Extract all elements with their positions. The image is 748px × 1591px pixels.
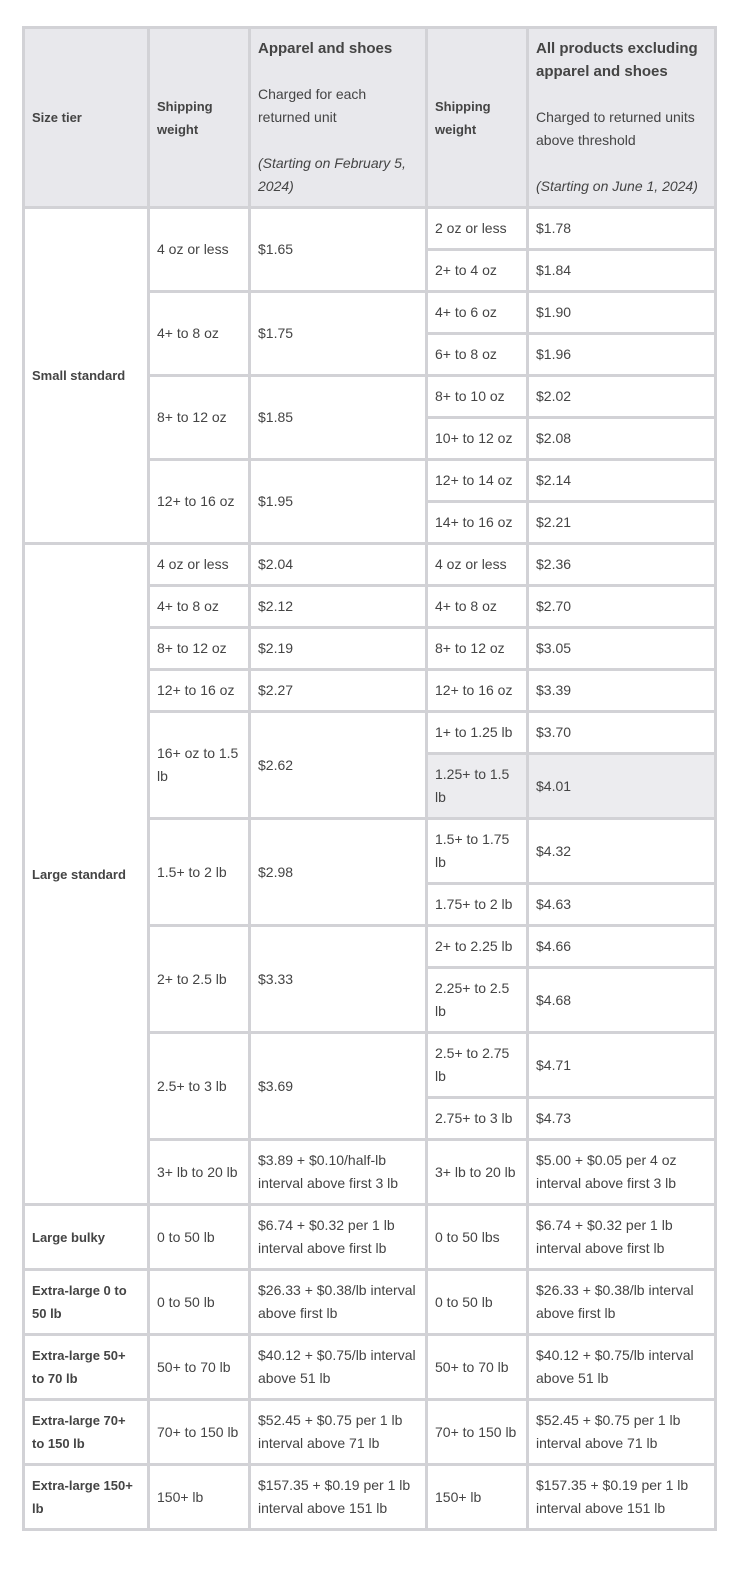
apparel-weight-cell: 0 to 50 lb	[149, 1205, 250, 1270]
other-fee-cell: $3.05	[528, 628, 716, 670]
apparel-fee-cell: $3.69	[250, 1033, 427, 1140]
other-fee-cell: $2.36	[528, 544, 716, 586]
table-row	[24, 1465, 716, 1530]
apparel-fee-cell: $1.85	[250, 376, 427, 460]
size-tier-cell: Extra-large 50+ to 70 lb	[24, 1335, 149, 1400]
other-weight-cell: 10+ to 12 oz	[427, 418, 528, 460]
header-shipping-weight-other: Shipping weight	[427, 28, 528, 208]
other-fee-cell: $157.35 + $0.19 per 1 lb interval above 151 lb	[528, 1465, 716, 1530]
other-date: (Starting on June 1, 2024)	[536, 178, 698, 194]
other-fee-cell: $2.70	[528, 586, 716, 628]
other-weight-cell: 2.5+ to 2.75 lb	[427, 1033, 528, 1098]
apparel-fee-cell: $6.74 + $0.32 per 1 lb interval above first lb	[250, 1205, 427, 1270]
apparel-fee-cell: $1.75	[250, 292, 427, 376]
table-row	[24, 1335, 716, 1400]
apparel-weight-cell: 16+ oz to 1.5 lb	[149, 712, 250, 819]
apparel-weight-cell: 8+ to 12 oz	[149, 628, 250, 670]
other-weight-cell: 2+ to 4 oz	[427, 250, 528, 292]
other-fee-cell: $2.21	[528, 502, 716, 544]
other-weight-cell: 0 to 50 lbs	[427, 1205, 528, 1270]
table-body	[24, 208, 716, 1530]
other-fee-cell: $2.08	[528, 418, 716, 460]
other-fee-cell: $4.32	[528, 819, 716, 884]
other-fee-cell: $26.33 + $0.38/lb interval above first lb	[528, 1270, 716, 1335]
apparel-subtitle: Charged for each returned unit	[258, 86, 367, 125]
other-fee-cell: $4.66	[528, 926, 716, 968]
apparel-weight-cell: 4 oz or less	[149, 208, 250, 292]
other-weight-cell: 70+ to 150 lb	[427, 1400, 528, 1465]
apparel-fee-cell: $40.12 + $0.75/lb interval above 51 lb	[250, 1335, 427, 1400]
other-weight-cell: 2.75+ to 3 lb	[427, 1098, 528, 1140]
apparel-weight-cell: 150+ lb	[149, 1465, 250, 1530]
other-fee-cell: $2.02	[528, 376, 716, 418]
other-fee-cell: $3.70	[528, 712, 716, 754]
other-weight-cell: 1+ to 1.25 lb	[427, 712, 528, 754]
other-weight-cell: 0 to 50 lb	[427, 1270, 528, 1335]
other-fee-cell: $52.45 + $0.75 per 1 lb interval above 71 lb	[528, 1400, 716, 1465]
size-tier-cell: Large standard	[24, 544, 149, 1205]
apparel-fee-cell: $2.62	[250, 712, 427, 819]
header-shipping-weight-apparel: Shipping weight	[149, 28, 250, 208]
apparel-weight-cell: 4+ to 8 oz	[149, 292, 250, 376]
apparel-fee-cell: $1.65	[250, 208, 427, 292]
size-tier-cell: Extra-large 150+ lb	[24, 1465, 149, 1530]
other-weight-cell: 6+ to 8 oz	[427, 334, 528, 376]
apparel-weight-cell: 3+ lb to 20 lb	[149, 1140, 250, 1205]
other-weight-cell: 1.75+ to 2 lb	[427, 884, 528, 926]
apparel-weight-cell: 50+ to 70 lb	[149, 1335, 250, 1400]
apparel-fee-cell: $2.19	[250, 628, 427, 670]
apparel-weight-cell: 12+ to 16 oz	[149, 460, 250, 544]
apparel-fee-cell: $3.33	[250, 926, 427, 1033]
other-weight-cell: 14+ to 16 oz	[427, 502, 528, 544]
apparel-weight-cell: 4 oz or less	[149, 544, 250, 586]
other-weight-cell: 50+ to 70 lb	[427, 1335, 528, 1400]
other-fee-cell: $4.71	[528, 1033, 716, 1098]
apparel-weight-cell: 4+ to 8 oz	[149, 586, 250, 628]
other-weight-cell: 2 oz or less	[427, 208, 528, 250]
other-fee-cell: $1.96	[528, 334, 716, 376]
size-tier-cell: Small standard	[24, 208, 149, 544]
other-weight-cell: 2+ to 2.25 lb	[427, 926, 528, 968]
table-row	[24, 544, 716, 586]
apparel-fee-cell: $2.27	[250, 670, 427, 712]
size-tier-cell: Extra-large 0 to 50 lb	[24, 1270, 149, 1335]
other-title: All products excluding apparel and shoes	[536, 40, 698, 80]
apparel-fee-cell: $52.45 + $0.75 per 1 lb interval above 71 lb	[250, 1400, 427, 1465]
other-weight-cell: 3+ lb to 20 lb	[427, 1140, 528, 1205]
other-fee-cell: $3.39	[528, 670, 716, 712]
table-row	[24, 208, 716, 250]
table-row	[24, 1400, 716, 1465]
apparel-fee-cell: $2.98	[250, 819, 427, 926]
header-size-tier: Size tier	[24, 28, 149, 208]
apparel-date: (Starting on February 5, 2024)	[258, 155, 406, 194]
other-fee-cell: $2.14	[528, 460, 716, 502]
other-weight-cell: 8+ to 10 oz	[427, 376, 528, 418]
apparel-fee-cell: $3.89 + $0.10/half-lb interval above first 3 lb	[250, 1140, 427, 1205]
apparel-fee-cell: $157.35 + $0.19 per 1 lb interval above 151 lb	[250, 1465, 427, 1530]
apparel-weight-cell: 0 to 50 lb	[149, 1270, 250, 1335]
other-fee-cell: $4.63	[528, 884, 716, 926]
other-weight-cell: 12+ to 16 oz	[427, 670, 528, 712]
other-fee-cell: $6.74 + $0.32 per 1 lb interval above first lb	[528, 1205, 716, 1270]
other-fee-cell: $1.84	[528, 250, 716, 292]
apparel-fee-cell: $2.04	[250, 544, 427, 586]
other-fee-cell: $1.90	[528, 292, 716, 334]
other-fee-cell: $4.68	[528, 968, 716, 1033]
table-row	[24, 1205, 716, 1270]
apparel-title: Apparel and shoes	[258, 40, 393, 57]
header-row	[24, 28, 716, 208]
apparel-weight-cell: 8+ to 12 oz	[149, 376, 250, 460]
apparel-fee-cell: $26.33 + $0.38/lb interval above first lb	[250, 1270, 427, 1335]
header-apparel	[250, 28, 427, 208]
other-weight-cell: 1.5+ to 1.75 lb	[427, 819, 528, 884]
apparel-weight-cell: 2+ to 2.5 lb	[149, 926, 250, 1033]
other-fee-cell: $4.01	[528, 754, 716, 819]
apparel-weight-cell: 70+ to 150 lb	[149, 1400, 250, 1465]
other-weight-cell: 8+ to 12 oz	[427, 628, 528, 670]
other-fee-cell: $40.12 + $0.75/lb interval above 51 lb	[528, 1335, 716, 1400]
apparel-fee-cell: $2.12	[250, 586, 427, 628]
other-weight-cell: 12+ to 14 oz	[427, 460, 528, 502]
other-weight-cell: 150+ lb	[427, 1465, 528, 1530]
other-weight-cell: 1.25+ to 1.5 lb	[427, 754, 528, 819]
other-subtitle: Charged to returned units above threshold	[536, 109, 695, 148]
other-fee-cell: $1.78	[528, 208, 716, 250]
other-fee-cell: $5.00 + $0.05 per 4 oz interval above first 3 lb	[528, 1140, 716, 1205]
apparel-weight-cell: 1.5+ to 2 lb	[149, 819, 250, 926]
other-weight-cell: 4+ to 6 oz	[427, 292, 528, 334]
other-weight-cell: 4+ to 8 oz	[427, 586, 528, 628]
other-weight-cell: 4 oz or less	[427, 544, 528, 586]
other-weight-cell: 2.25+ to 2.5 lb	[427, 968, 528, 1033]
size-tier-cell: Extra-large 70+ to 150 lb	[24, 1400, 149, 1465]
table-row	[24, 1270, 716, 1335]
header-other-products	[528, 28, 716, 208]
returns-fee-table	[22, 26, 717, 1531]
other-fee-cell: $4.73	[528, 1098, 716, 1140]
size-tier-cell: Large bulky	[24, 1205, 149, 1270]
apparel-fee-cell: $1.95	[250, 460, 427, 544]
apparel-weight-cell: 2.5+ to 3 lb	[149, 1033, 250, 1140]
apparel-weight-cell: 12+ to 16 oz	[149, 670, 250, 712]
